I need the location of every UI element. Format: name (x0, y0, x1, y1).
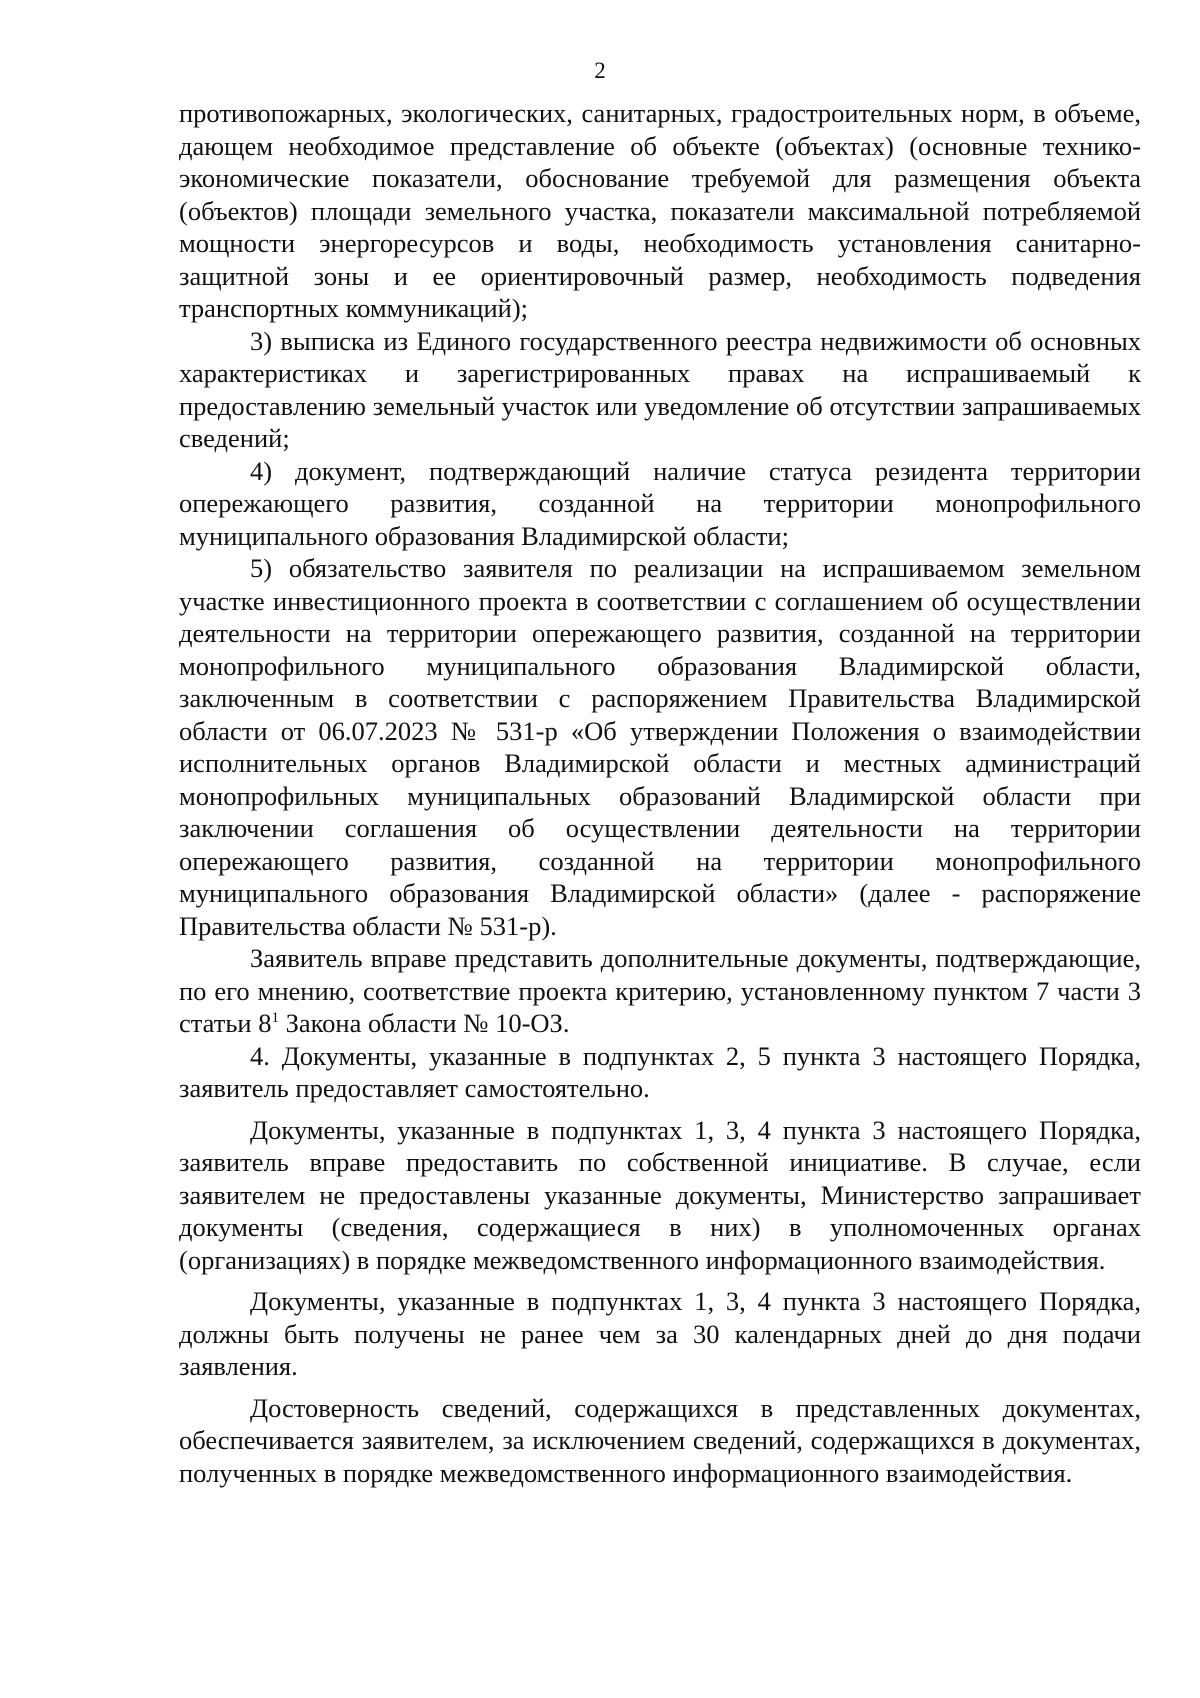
paragraph-applicant-right (179, 942, 1141, 1040)
paragraph-item-5: 5) обязательство заявителя по реализации на испрашиваемом земельном участке инвестиционного проекта в соответствии с соглашением об осуществлении деятельности на территории опережающего развития, созданной на территории монопрофильного муниципального образования Владимирской области, заключенным в соответствии с распоряжением Правительства Владимирской области от 06.07.2023 № 531-р «Об утверждении Положения о взаимодействии исполнительных органов Владимирской области и местных администраций монопрофильных муниципальных образований Владимирской области при заключении соглашения об осуществлении деятельности на территории опережающего развития, созданной на территории монопрофильного муниципального образования Владимирской области» (далее - распоряжение Правительства области № 531-р). (179, 553, 1141, 941)
paragraph-continuation: противопожарных, экологических, санитарных, градостроительных норм, в объеме, дающем необходимое представление об объекте (объектах) (основные технико-экономические показатели, обоснование требуемой для размещения объекта (объектов) площади земельного участка, показатели максимальной потребляемой мощности энергоресурсов и воды, необходимость установления санитарно-защитной зоны и ее ориентировочный размер, необходимость подведения транспортных коммуникаций); (179, 98, 1141, 323)
paragraph-own-initiative: Документы, указанные в подпунктах 1, 3, 4 пункта 3 настоящего Порядка, заявитель вправе предоставить по собственной инициативе. В случае, если заявителем не предоставлены указанные документы, Министерство запрашивает документы (сведения, содержащиеся в них) в уполномоченных органах (организациях) в порядке межведомственного информационного взаимодействия. (179, 1114, 1141, 1275)
article-superscript: 1 (271, 1010, 279, 1027)
applicant-text-before: Заявитель вправе представить дополнительные документы, подтверждающие, по его мнению, соответствие проекта критерию, установленному пунктом 7 части 3 статьи 8 (179, 943, 1141, 1038)
paragraph-point-4: 4. Документы, указанные в подпунктах 2, 5 пункта 3 настоящего Порядка, заявитель предоставляет самостоятельно. (179, 1040, 1141, 1103)
paragraph-item-4: 4) документ, подтверждающий наличие статуса резидента территории опережающего развития, созданной на территории монопрофильного муниципального образования Владимирской области; (179, 455, 1141, 551)
page-number: 2 (594, 58, 606, 83)
paragraph-reliability: Достоверность сведений, содержащихся в представленных документах, обеспечивается заявителем, за исключением сведений, содержащихся в документах, полученных в порядке межведомственного информационного взаимодействия. (179, 1392, 1141, 1488)
document-body (179, 97, 1141, 1489)
applicant-text-after: Закона области № 10-ОЗ. (278, 1008, 570, 1038)
paragraph-item-3: 3) выписка из Единого государственного реестра недвижимости об основных характеристиках и зарегистрированных правах на испрашиваемый к предоставлению земельный участок или уведомление об отсутствии запрашиваемых сведений; (179, 325, 1141, 453)
paragraph-30-days: Документы, указанные в подпунктах 1, 3, 4 пункта 3 настоящего Порядка, должны быть получены не ранее чем за 30 календарных дней до дня подачи заявления. (179, 1286, 1141, 1381)
